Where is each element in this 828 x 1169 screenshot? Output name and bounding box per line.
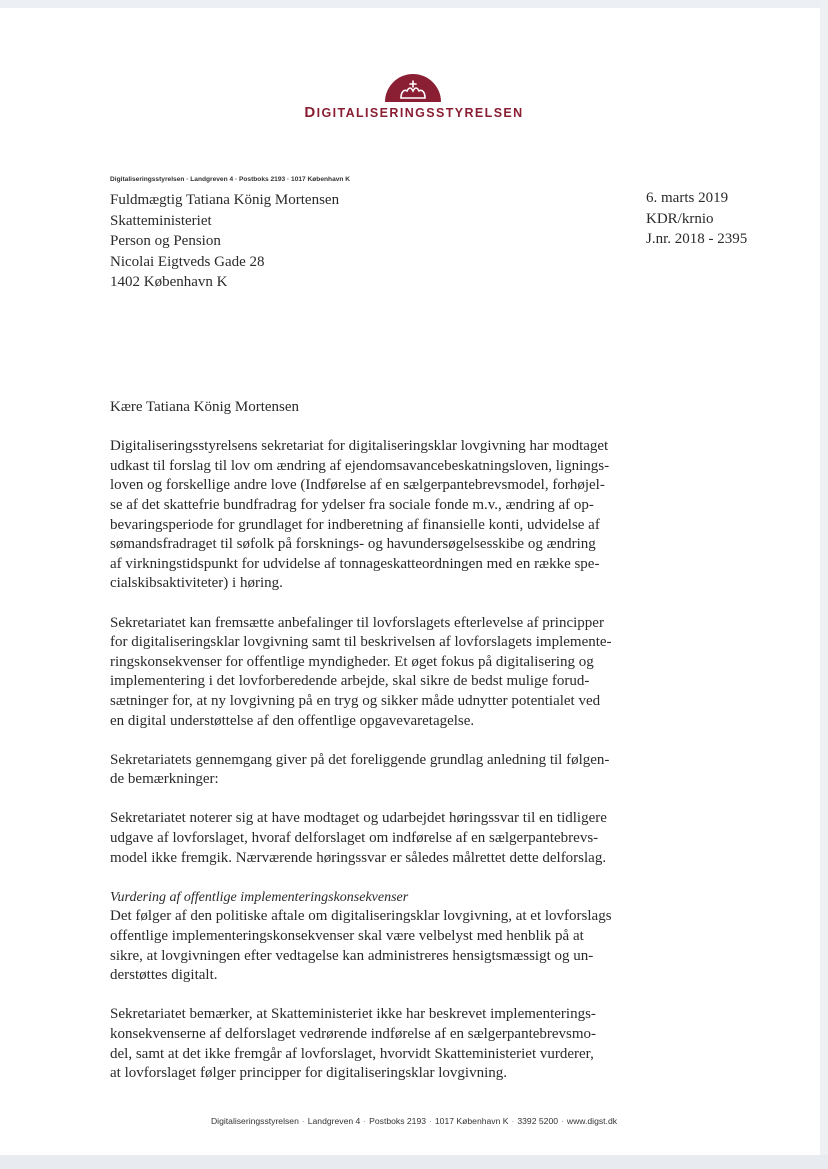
- footer-city: 1017 København K: [434, 1116, 509, 1126]
- letter-meta: [646, 188, 747, 250]
- journal-number: J.nr. 2018 - 2395: [646, 231, 748, 247]
- salutation: Kære Tatiana König Mortensen: [110, 399, 300, 415]
- section-heading: Vurdering af offentlige implementeringskonsekvenser: [110, 889, 409, 905]
- page-edge-bottom: [0, 1155, 828, 1169]
- section-paragraph-1: Vurdering af offentlige implementeringskonsekvenser Det følger af den politiske aftale om digitaliseringsklar lovgivning, at et lovforslags offentlige implementeringskonsekvenser skal være velbelyst med henblik på at sikre, at lovgivningen efter vedtagelse kan administreres hensigtsmæssigt og un- derstøttes digitalt.: [110, 888, 620, 986]
- section-paragraph-2: Sekretariatet bemærker, at Skatteministeriet ikke har beskrevet implementerings- konsekvenserne af delforslaget vedrørende indførelse af en sælgerpantebrevsmo- del, samt at det ikke fremgår af lovforslaget, hvorvidt Skatteministeriet vurderer, at lovforslaget følger principper for digitaliseringsklar lovgivning.: [110, 1006, 597, 1082]
- footer-website: www.digst.dk: [566, 1116, 618, 1126]
- paragraph-3: Sekretariatets gennemgang giver på det foreliggende grundlag anledning til følgen- de bemærkninger:: [110, 751, 610, 788]
- page-edge-right: [820, 0, 828, 1169]
- recipient-department: Person og Pension: [110, 233, 221, 249]
- recipient-ministry: Skatteministeriet: [110, 212, 212, 229]
- letter-body: [110, 398, 620, 1103]
- footer-phone: 3392 5200: [517, 1116, 558, 1126]
- recipient-city: 1402 København K: [110, 274, 228, 290]
- page-footer: Digitaliseringsstyrelsen · Landgreven 4 · Postboks 2193 · 1017 København K · 3392 5200 · www.digst.dk: [210, 1116, 618, 1126]
- paragraph-1: Digitaliseringsstyrelsens sekretariat for digitaliseringsklar lovgivning har modtaget udkast til forslag til lov om ændring af ejendomsavancebeskatningsloven, lignings- loven og forskellige andre love (Indførelse af en sælgerpantebrevsmodel, forhøjel- se af det skattefrie bundfradrag for ydelser fra sociale fonde m.v., ændring af op- bevaringsperiode for grundlaget for indberetning af finansielle konti, udvidelse af sømandsfradraget til søfolk på forsknings- og havundersøgelsesskibe og ændring af virkningstidspunkt for udvidelse af tonnageskatteordningen med en række spe- cialskibsaktiviteter) i høring.: [110, 438, 610, 592]
- recipient-address: [110, 190, 339, 293]
- letter-date: 6. marts 2019: [646, 190, 729, 206]
- paragraph-2: Sekretariatet kan fremsætte anbefalinger til lovforslagets efterlevelse af principper for digitaliseringsklar lovgivning samt til beskrivelsen af lovforslagets implemente- ringskonsekvenser for offentlige myndigheder. Et øget fokus på digitalisering og implementering i det lovforberedende arbejde, skal sikre de bedst mulige forud- sætninger for, at ny lovgivning på en tryg og sikker måde udnytter potentialet ved en digital understøttelse af den offentlige opgavevaretagelse.: [110, 614, 612, 729]
- paragraph-4: Sekretariatet noterer sig at have modtaget og udarbejdet høringssvar til en tidligere udgave af lovforslaget, hvoraf delforslaget om indførelse af en sælgerpantebrevs- model ikke fremgik. Nærværende høringssvar er således målrettet dette delforslag.: [110, 810, 607, 866]
- footer-organization: Digitaliseringsstyrelsen: [210, 1116, 299, 1126]
- footer-po-box: Postboks 2193: [369, 1116, 427, 1126]
- crown-icon: [383, 70, 443, 104]
- sender-line: Digitaliseringsstyrelsen · Landgreven 4 · Postboks 2193 · 1017 København K: [110, 176, 351, 183]
- letter-reference: KDR/krnio: [646, 210, 714, 227]
- footer-street: Landgreven 4: [307, 1116, 361, 1126]
- brand-name: DIGITALISERINGSSTYRELSEN: [304, 104, 524, 121]
- recipient-name: Fuldmægtig Tatiana König Mortensen: [110, 192, 340, 208]
- page-edge-top: [0, 0, 828, 8]
- recipient-street: Nicolai Eigtveds Gade 28: [110, 253, 265, 270]
